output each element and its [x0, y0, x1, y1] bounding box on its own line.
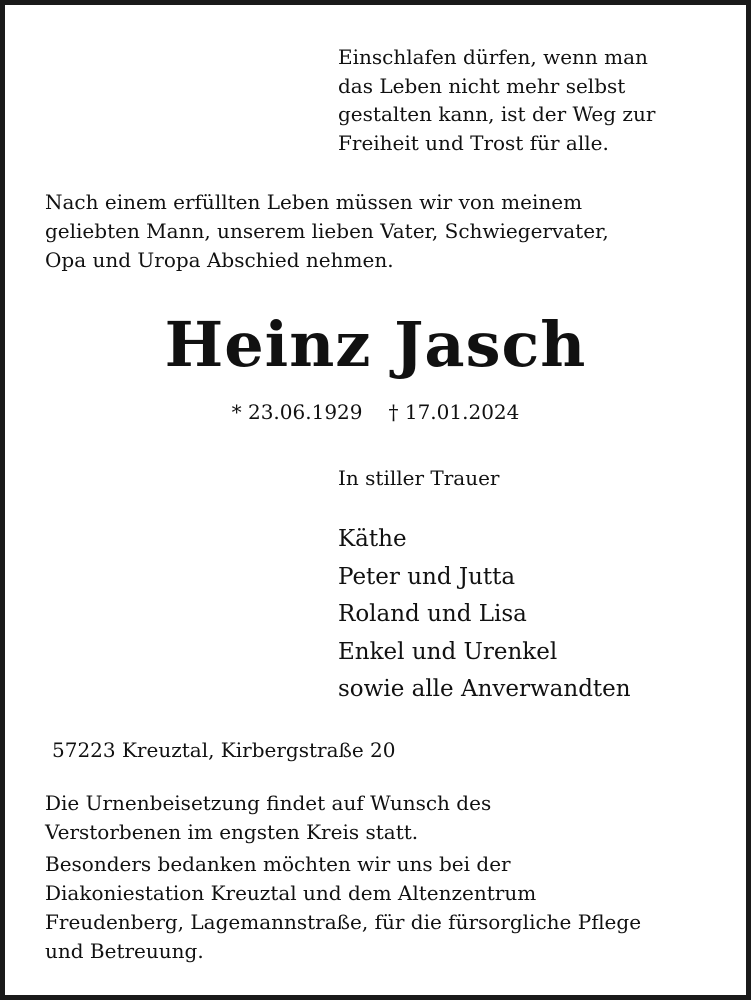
burial-notice	[45, 789, 491, 847]
thanks-line: Besonders bedanken möchten wir uns bei der	[45, 852, 511, 876]
family-member: Roland und Lisa	[338, 601, 527, 627]
thanks-notice	[45, 850, 641, 966]
intro-line: Nach einem erfüllten Leben müssen wir von meinem	[45, 190, 583, 214]
thanks-line: Diakoniestation Kreuztal und dem Altenzentrum	[45, 881, 537, 905]
family-member: Enkel und Urenkel	[338, 638, 558, 665]
life-dates	[5, 398, 746, 426]
intro-line: geliebten Mann, unserem lieben Vater, Schwiegervater,	[45, 219, 609, 243]
motto-line: Freiheit und Trost für alle.	[338, 130, 609, 155]
thanks-line: und Betreuung.	[45, 939, 204, 963]
mourning-heading: In stiller Trauer	[338, 466, 500, 490]
intro-line: Opa und Uropa Abschied nehmen.	[45, 248, 394, 272]
birth-date: * 23.06.1929	[231, 400, 363, 424]
burial-line: Die Urnenbeisetzung findet auf Wunsch des	[45, 791, 492, 815]
family-member: Peter und Jutta	[338, 563, 516, 590]
death-date: † 17.01.2024	[388, 400, 520, 424]
burial-line: Verstorbenen im engsten Kreis statt.	[45, 820, 419, 844]
motto-line: das Leben nicht mehr selbst	[338, 73, 626, 98]
family-member: Käthe	[338, 526, 407, 552]
thanks-line: Freudenberg, Lagemannstraße, für die fürsorgliche Pflege	[45, 910, 642, 934]
motto-line: gestalten kann, ist der Weg zur	[338, 102, 656, 126]
deceased-name: Heinz Jasch	[164, 308, 587, 381]
motto-verse	[338, 43, 655, 157]
family-list	[338, 521, 631, 709]
motto-line: Einschlafen dürfen, wenn man	[338, 45, 648, 69]
family-address: 57223 Kreuztal, Kirbergstraße 20	[52, 738, 396, 762]
family-member: sowie alle Anverwandten	[338, 676, 631, 702]
intro-paragraph	[45, 188, 609, 275]
